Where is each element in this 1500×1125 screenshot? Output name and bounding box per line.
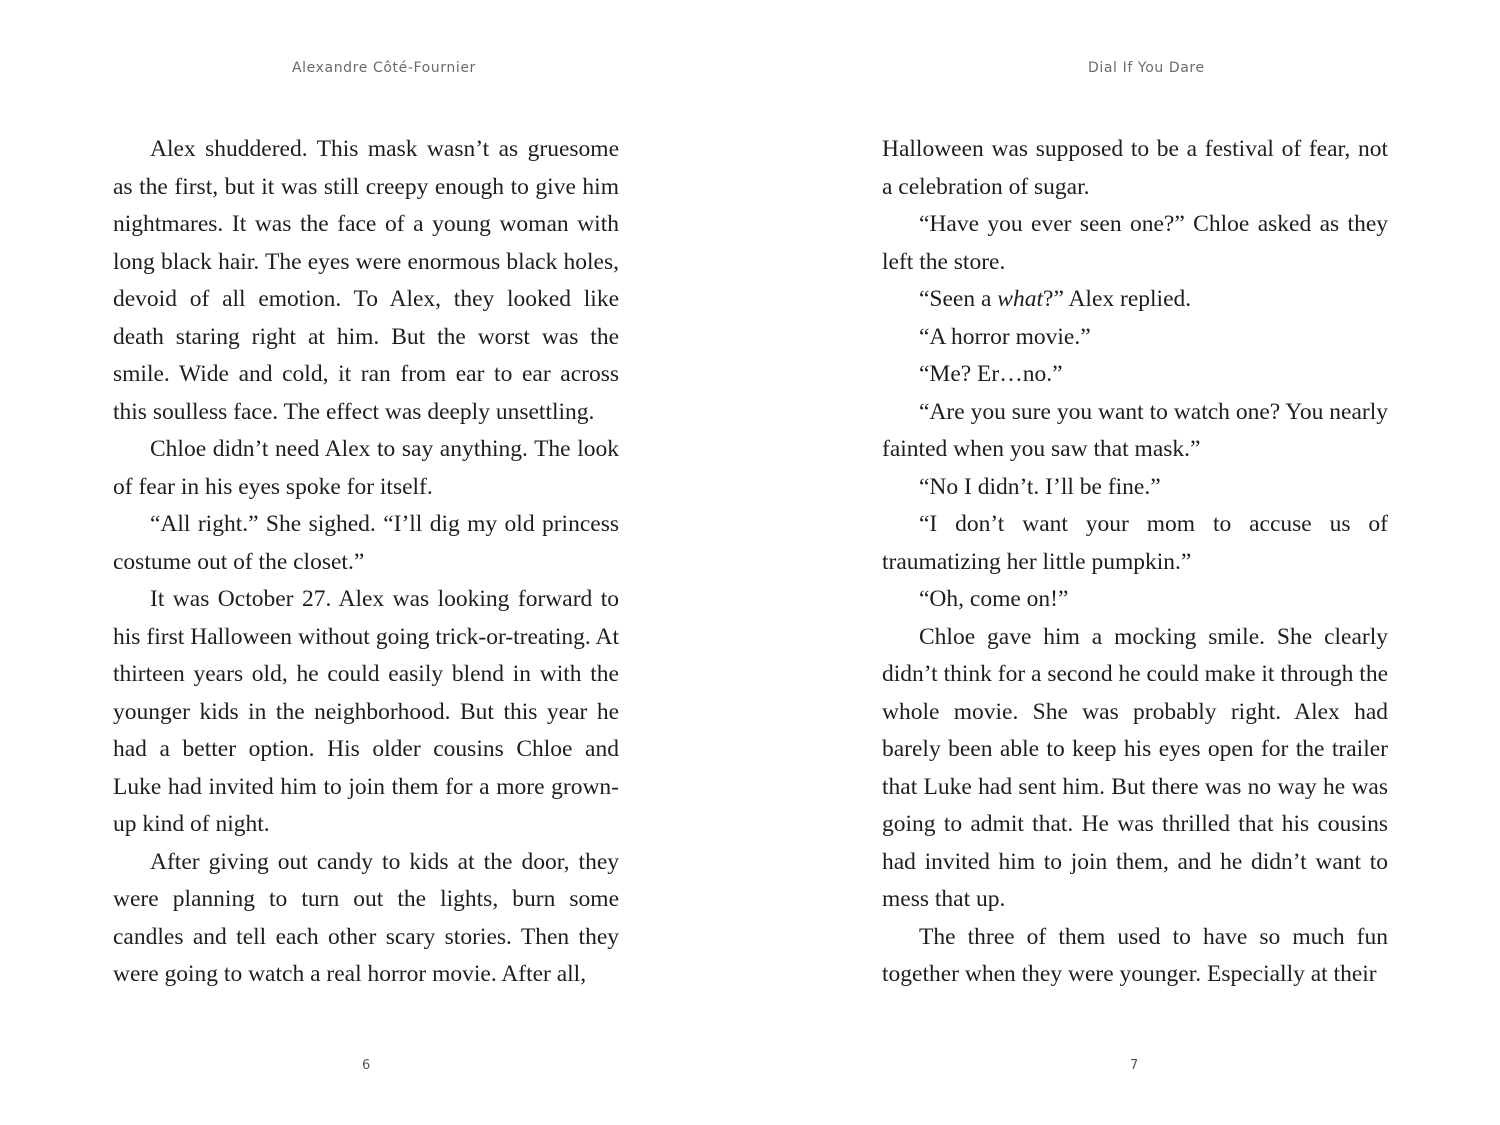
- paragraph-continued: Halloween was supposed to be a festival of fear, not a celebration of sugar.: [882, 136, 1388, 200]
- running-head-author: Alexandre Côté-Fournier: [292, 60, 476, 76]
- paragraph: “All right.” She sighed. “I’ll dig my old princess costume out of the closet.”: [113, 511, 619, 575]
- running-head-title: Dial If You Dare: [1088, 60, 1205, 76]
- right-page: [750, 0, 1500, 1125]
- italic-word: what: [997, 286, 1044, 312]
- paragraph: It was October 27. Alex was looking forward to his first Halloween without going trick-or-treating. At thirteen years old, he could easily blend in with the younger kids in the neighborhood. But this year he had a better option. His older cousins Chloe and Luke had invited him to join them for a more grown-up kind of night.: [113, 586, 619, 837]
- paragraph: After giving out candy to kids at the door, they were planning to turn out the lights, burn some candles and tell each other scary stories. Then they were going to watch a real horror movie. After all,: [113, 848, 619, 987]
- paragraph: [882, 281, 1388, 319]
- paragraph: “Me? Er…no.”: [919, 361, 1063, 387]
- left-page-body: [113, 131, 619, 994]
- text-run: ?” Alex replied.: [1043, 286, 1192, 312]
- paragraph: “A horror movie.”: [919, 323, 1091, 350]
- page-number: 7: [1130, 1058, 1139, 1073]
- paragraph: Chloe didn’t need Alex to say anything. The look of fear in his eyes spoke for itself.: [113, 436, 619, 500]
- page-number: 6: [362, 1058, 371, 1073]
- paragraph: “I don’t want your mom to accuse us of traumatizing her little pumpkin.”: [882, 511, 1388, 575]
- paragraph: “Are you sure you want to watch one? You nearly fainted when you saw that mask.”: [882, 398, 1388, 462]
- paragraph: Chloe gave him a mocking smile. She clearly didn’t think for a second he could make it through the whole movie. She was probably right. Alex had barely been able to keep his eyes open for the trailer that Luke had sent him. But there was no way he was going to admit that. He was thrilled that his cousins had invited him to join them, and he didn’t want to mess that up.: [882, 623, 1389, 912]
- paragraph: “Oh, come on!”: [919, 586, 1069, 612]
- paragraph: “Have you ever seen one?” Chloe asked as they left the store.: [882, 211, 1388, 275]
- paragraph: Alex shuddered. This mask wasn’t as gruesome as the first, but it was still creepy enough to give him nightmares. It was the face of a young woman with long black hair. The eyes were enormous black holes, devoid of all emotion. To Alex, they looked like death staring right at him. But the worst was the smile. Wide and cold, it ran from ear to ear across this soulless face. The effect was deeply unsettling.: [113, 136, 619, 425]
- right-page-body: [882, 131, 1388, 994]
- paragraph: “No I didn’t. I’ll be fine.”: [919, 473, 1161, 500]
- paragraph: The three of them used to have so much fun together when they were younger. Especially at their: [882, 923, 1388, 987]
- text-run: “Seen a: [919, 286, 998, 312]
